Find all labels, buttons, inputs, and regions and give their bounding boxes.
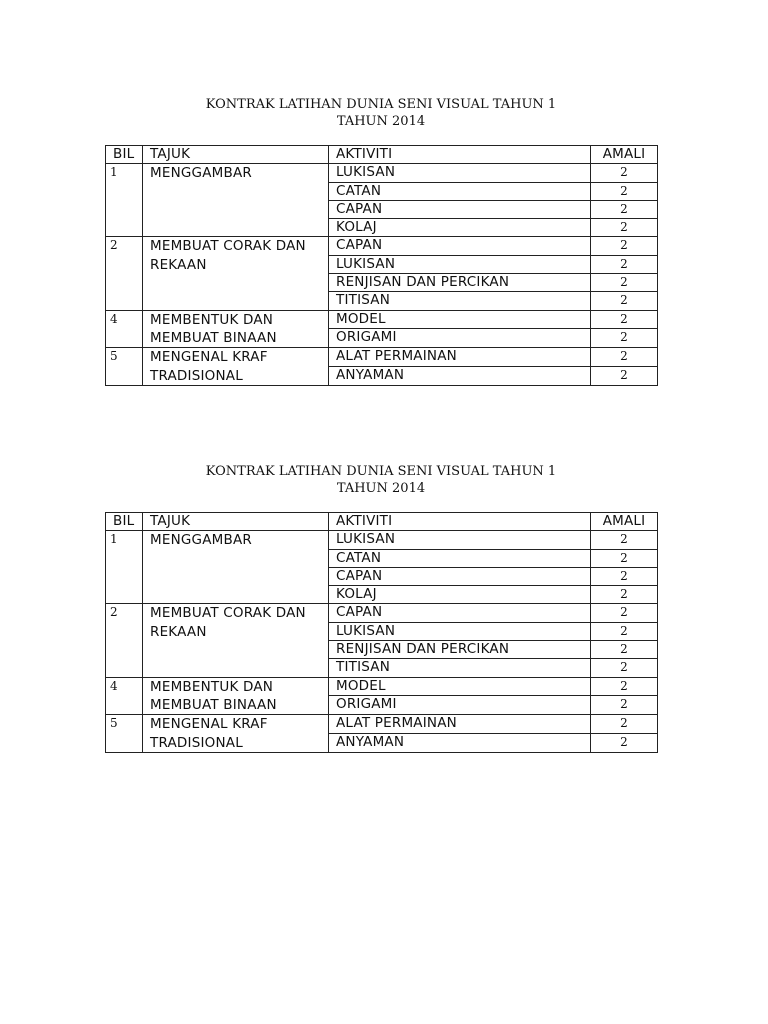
bil-cell: 5 [106,348,143,386]
bil-cell: 5 [106,715,143,753]
tajuk-cell: MENGGAMBAR [143,164,329,237]
title-line-2: TAHUN 2014 [336,481,426,496]
amali-cell: 2 [591,200,658,218]
header-row [106,146,658,164]
bil-cell: 2 [106,604,143,677]
aktiviti-cell: ALAT PERMAINAN [329,715,591,734]
tajuk-cell: MENGENAL KRAF TRADISIONAL [143,715,329,753]
tajuk-cell: MENGENAL KRAF TRADISIONAL [143,348,329,386]
bil-cell: 1 [106,164,143,237]
aktiviti-cell: RENJISAN DAN PERCIKAN [329,274,591,292]
table-row [106,531,658,549]
amali-cell: 2 [591,292,658,310]
tajuk-cell: MENGGAMBAR [143,531,329,604]
aktiviti-cell: MODEL [329,310,591,329]
aktiviti-cell: MODEL [329,677,591,696]
table-row [106,604,658,622]
header-aktiviti: AKTIVITI [329,513,591,531]
aktiviti-cell: LUKISAN [329,531,591,549]
aktiviti-cell: TITISAN [329,292,591,310]
aktiviti-cell: ORIGAMI [329,329,591,348]
bil-cell: 1 [106,531,143,604]
aktiviti-cell: CATAN [329,549,591,567]
header-amali: AMALI [591,146,658,164]
bil-cell: 2 [106,237,143,310]
amali-cell: 2 [591,164,658,182]
header-bil: BIL [106,146,143,164]
amali-cell: 2 [591,641,658,659]
aktiviti-cell: LUKISAN [329,164,591,182]
title-line-2: TAHUN 2014 [336,114,426,129]
amali-cell: 2 [591,659,658,677]
aktiviti-cell: CAPAN [329,237,591,255]
amali-cell: 2 [591,549,658,567]
amali-cell: 2 [591,696,658,715]
table-row [106,348,658,367]
title-line-1: KONTRAK LATIHAN DUNIA SENI VISUAL TAHUN 1 [205,97,557,112]
contract-section-2 [105,463,657,753]
amali-cell: 2 [591,586,658,604]
header-tajuk: TAJUK [143,146,329,164]
amali-cell: 2 [591,734,658,753]
amali-cell: 2 [591,255,658,273]
aktiviti-cell: ANYAMAN [329,734,591,753]
amali-cell: 2 [591,567,658,585]
aktiviti-cell: RENJISAN DAN PERCIKAN [329,641,591,659]
aktiviti-cell: CAPAN [329,200,591,218]
aktiviti-cell: CAPAN [329,604,591,622]
header-aktiviti: AKTIVITI [329,146,591,164]
title-line-1: KONTRAK LATIHAN DUNIA SENI VISUAL TAHUN 1 [205,464,557,479]
header-tajuk: TAJUK [143,513,329,531]
aktiviti-cell: KOLAJ [329,219,591,237]
contract-table [105,512,658,753]
table-row [106,310,658,329]
amali-cell: 2 [591,677,658,696]
amali-cell: 2 [591,367,658,386]
table-row [106,715,658,734]
amali-cell: 2 [591,219,658,237]
header-row [106,513,658,531]
aktiviti-cell: ALAT PERMAINAN [329,348,591,367]
amali-cell: 2 [591,715,658,734]
document-title [105,96,657,130]
aktiviti-cell: TITISAN [329,659,591,677]
aktiviti-cell: ORIGAMI [329,696,591,715]
amali-cell: 2 [591,310,658,329]
table-row [106,677,658,696]
amali-cell: 2 [591,348,658,367]
tajuk-cell: MEMBENTUK DAN MEMBUAT BINAAN [143,677,329,715]
aktiviti-cell: LUKISAN [329,622,591,640]
amali-cell: 2 [591,622,658,640]
bil-cell: 4 [106,677,143,715]
amali-cell: 2 [591,531,658,549]
amali-cell: 2 [591,237,658,255]
amali-cell: 2 [591,274,658,292]
contract-section-1 [105,96,657,386]
amali-cell: 2 [591,182,658,200]
header-bil: BIL [106,513,143,531]
table-row [106,237,658,255]
document-title [105,463,657,497]
aktiviti-cell: CATAN [329,182,591,200]
contract-table [105,145,658,386]
tajuk-cell: MEMBENTUK DAN MEMBUAT BINAAN [143,310,329,348]
tajuk-cell: MEMBUAT CORAK DAN REKAAN [143,604,329,677]
aktiviti-cell: CAPAN [329,567,591,585]
header-amali: AMALI [591,513,658,531]
amali-cell: 2 [591,604,658,622]
bil-cell: 4 [106,310,143,348]
tajuk-cell: MEMBUAT CORAK DAN REKAAN [143,237,329,310]
amali-cell: 2 [591,329,658,348]
aktiviti-cell: KOLAJ [329,586,591,604]
aktiviti-cell: ANYAMAN [329,367,591,386]
table-row [106,164,658,182]
aktiviti-cell: LUKISAN [329,255,591,273]
